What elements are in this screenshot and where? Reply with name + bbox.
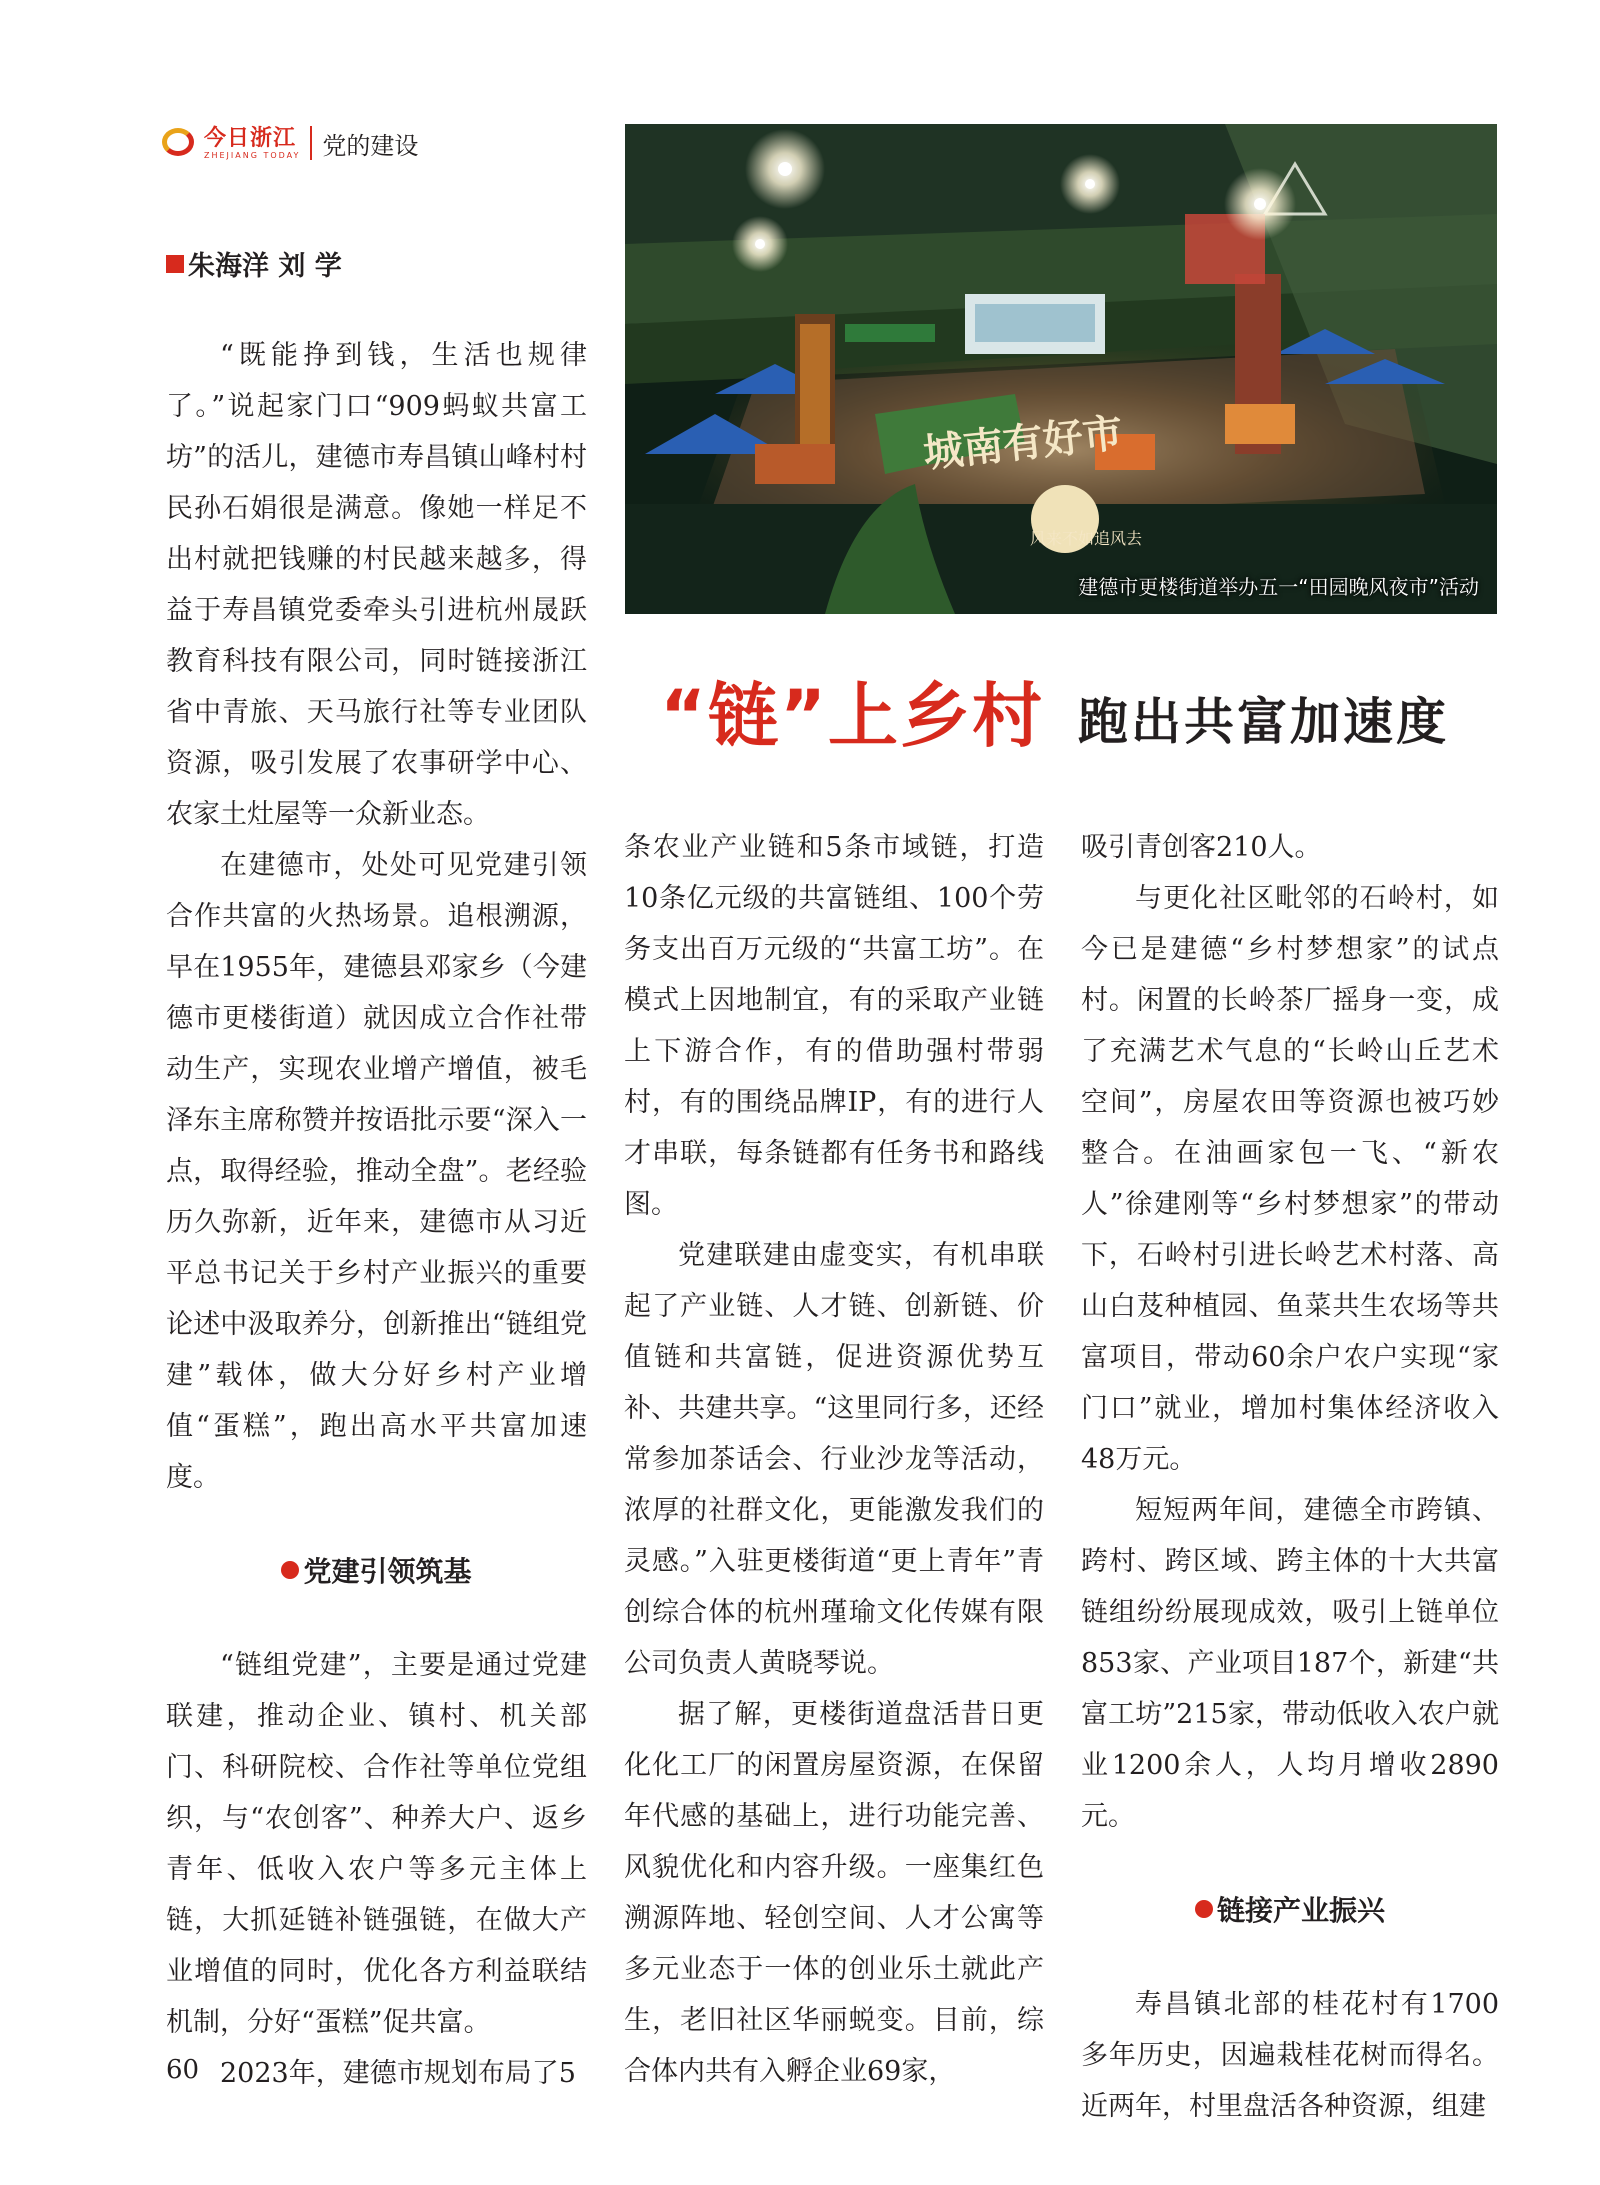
night-market-illustration xyxy=(625,124,1497,614)
header-divider xyxy=(310,126,312,160)
paragraph: 短短两年间，建德全市跨镇、跨村、跨区域、跨主体的十大共富链组纷纷展现成效，吸引上链单位853家、产业项目187个，新建“共富工坊”215家，带动低收入农户就业1200余人，人均月增收2890元。 xyxy=(1081,1495,1499,1832)
paragraph: 寿昌镇北部的桂花村有1700多年历史，因遍栽桂花树而得名。近两年，村里盘活各种资源，组建 xyxy=(1081,1989,1499,2122)
logo xyxy=(204,124,301,160)
section-name: 党的建设 xyxy=(322,131,419,160)
dot-bullet-icon xyxy=(281,1561,299,1579)
masthead xyxy=(160,118,418,168)
paragraph: 在建德市，处处可见党建引领合作共富的火热场景。追根溯源，早在1955年，建德县邓家乡（今建德市更楼街道）就因成立合作社带动生产，实现农业增产增值，被毛泽东主席称赞并按语批示要“深入一点，取得经验，推动全盘”。老经验历久弥新，近年来，建德市从习近平总书记关于乡村产业振兴的重要论述中汲取养分，创新推出“链组党建”载体，做大分好乡村产业增值“蛋糕”，跑出高水平共富加速度。 xyxy=(166,850,587,1493)
paragraph: 2023年，建德市规划布局了5 xyxy=(220,2058,576,2089)
market-sign-slogan: 风来不如追风去 xyxy=(1030,529,1143,548)
paragraph: 据了解，更楼街道盘活昔日更化化工厂的闲置房屋资源，在保留年代感的基础上，进行功能完善、风貌优化和内容升级。一座集红色溯源阵地、轻创空间、人才公寓等多元业态于一体的创业乐土就此产生，老旧社区华丽蜕变。目前，综合体内共有入孵企业69家， xyxy=(624,1699,1044,2087)
article-subtitle: 跑出共富加速度 xyxy=(1078,693,1449,751)
column-3 xyxy=(1081,822,1499,2132)
square-bullet-icon xyxy=(166,255,184,273)
logo-title: 今日浙江 xyxy=(204,124,297,151)
column-2 xyxy=(624,822,1044,2097)
dot-bullet-icon xyxy=(1195,1900,1213,1918)
subhead-text: 党建引领筑基 xyxy=(303,1555,472,1588)
logo-subtitle: ZHEJIANG TODAY xyxy=(204,150,301,160)
photo-caption: 建德市更楼街道举办五一“田园晚风夜市”活动 xyxy=(1078,575,1479,599)
paragraph: “链组党建”，主要是通过党建联建，推动企业、镇村、机关部门、科研院校、合作社等单位党组织，与“农创客”、种养大户、返乡青年、低收入农户等多元主体上链，大抓延链补链强链，在做大产业增值的同时，优化各方利益联结机制，分好“蛋糕”促共富。 xyxy=(166,1650,587,2038)
article-title: “链”上乡村 xyxy=(660,675,1045,757)
author-byline xyxy=(166,244,342,283)
paragraph: “既能挣到钱，生活也规律了。”说起家门口“909蚂蚁共富工坊”的活儿，建德市寿昌镇山峰村村民孙石娟很是满意。像她一样足不出村就把钱赚的村民越来越多，得益于寿昌镇党委牵头引进杭州晟跃教育科技有限公司，同时链接浙江省中青旅、天马旅行社等专业团队资源，吸引发展了农事研学中心、农家土灶屋等一众新业态。 xyxy=(166,340,587,830)
paragraph: 条农业产业链和5条市域链，打造10条亿元级的共富链组、100个劳务支出百万元级的“共富工坊”。在模式上因地制宜，有的采取产业链上下游合作，有的借助强村带弱村，有的围绕品牌IP，有的进行人才串联，每条链都有任务书和路线图。 xyxy=(624,832,1044,1220)
section-subhead xyxy=(166,1546,587,1597)
page-number: 60 xyxy=(166,2055,200,2085)
paragraph: 吸引青创客210人。 xyxy=(1081,832,1322,863)
paragraph: 党建联建由虚变实，有机串联起了产业链、人才链、创新链、价值链和共富链，促进资源优势互补、共建共享。“这里同行多，还经常参加茶话会、行业沙龙等活动，浓厚的社群文化，更能激发我们的灵感。”入驻更楼街道“更上青年”青创综合体的杭州瑾瑜文化传媒有限公司负责人黄晓琴说。 xyxy=(624,1240,1044,1679)
market-sign-text: 城南有好市 xyxy=(921,410,1125,477)
author-names: 朱海洋 刘 学 xyxy=(188,251,342,282)
logo-icon xyxy=(160,124,198,162)
subhead-text: 链接产业振兴 xyxy=(1216,1894,1385,1927)
section-subhead xyxy=(1081,1885,1499,1936)
night-market-photo xyxy=(625,124,1497,614)
paragraph: 与更化社区毗邻的石岭村，如今已是建德“乡村梦想家”的试点村。闲置的长岭茶厂摇身一变，成了充满艺术气息的“长岭山丘艺术空间”，房屋农田等资源也被巧妙整合。在油画家包一飞、“新农人”徐建刚等“乡村梦想家”的带动下，石岭村引进长岭艺术村落、高山白芨种植园、鱼菜共生农场等共富项目，带动60余户农户实现“家门口”就业，增加村集体经济收入48万元。 xyxy=(1081,883,1499,1475)
column-1 xyxy=(166,330,587,2099)
